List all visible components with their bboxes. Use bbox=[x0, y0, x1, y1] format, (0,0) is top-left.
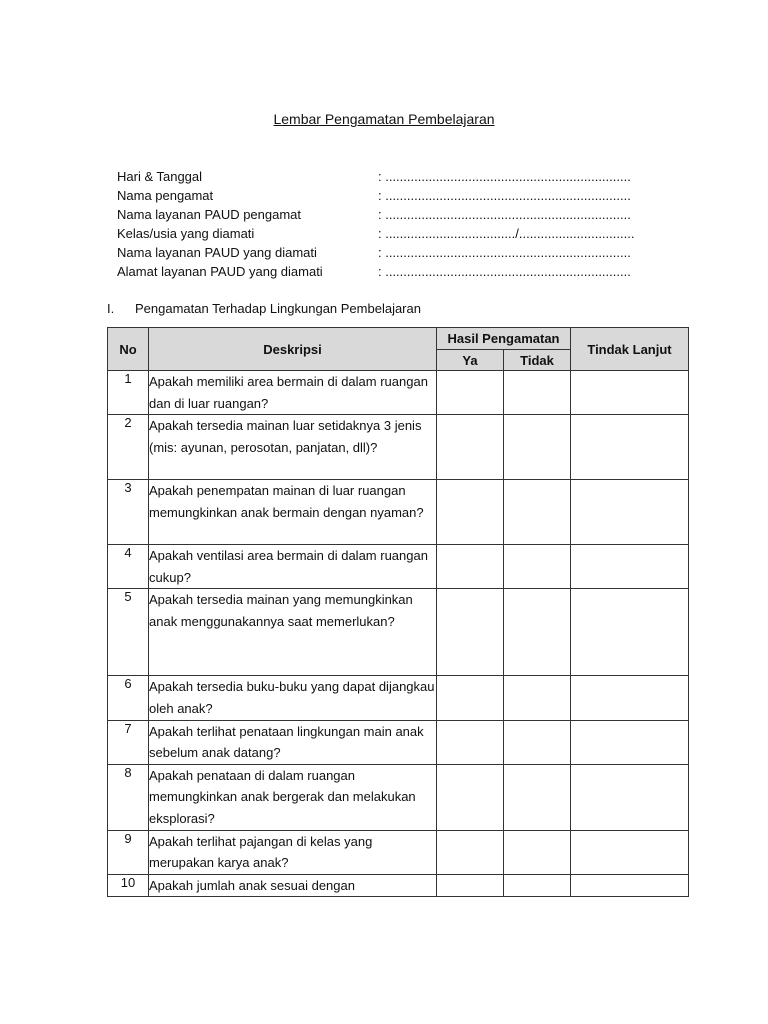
header-yes: Ya bbox=[437, 350, 504, 371]
table-row bbox=[108, 589, 689, 676]
yes-cell[interactable] bbox=[437, 589, 504, 676]
follow-up-cell[interactable] bbox=[571, 764, 689, 830]
header-description: Deskripsi bbox=[149, 328, 437, 371]
yes-cell[interactable] bbox=[437, 874, 504, 897]
info-row-observed-service bbox=[117, 243, 657, 262]
section-number: I. bbox=[107, 301, 115, 316]
table-row bbox=[108, 874, 689, 897]
yes-cell[interactable] bbox=[437, 480, 504, 545]
table-row bbox=[108, 764, 689, 830]
page-title: Lembar Pengamatan Pembelajaran bbox=[273, 111, 495, 127]
no-answer-cell[interactable] bbox=[504, 874, 571, 897]
info-value: : .................................................................... bbox=[378, 264, 631, 279]
follow-up-cell[interactable] bbox=[571, 589, 689, 676]
table-row bbox=[108, 545, 689, 589]
follow-up-cell[interactable] bbox=[571, 371, 689, 415]
row-number: 6 bbox=[108, 676, 149, 720]
section-title: Pengamatan Terhadap Lingkungan Pembelajaran bbox=[135, 301, 421, 316]
info-row-class-age bbox=[117, 224, 657, 243]
row-description: Apakah ventilasi area bermain di dalam ruangan cukup? bbox=[149, 545, 437, 589]
no-answer-cell[interactable] bbox=[504, 545, 571, 589]
info-block bbox=[117, 167, 657, 281]
follow-up-cell[interactable] bbox=[571, 415, 689, 480]
header-result: Hasil Pengamatan bbox=[437, 328, 571, 350]
row-description: Apakah terlihat pajangan di kelas yang merupakan karya anak? bbox=[149, 830, 437, 874]
info-row-observer-name bbox=[117, 186, 657, 205]
row-description: Apakah tersedia buku-buku yang dapat dijangkau oleh anak? bbox=[149, 676, 437, 720]
row-number: 7 bbox=[108, 720, 149, 764]
section-heading bbox=[107, 300, 421, 318]
info-value: : .................................................................... bbox=[378, 188, 631, 203]
yes-cell[interactable] bbox=[437, 720, 504, 764]
yes-cell[interactable] bbox=[437, 764, 504, 830]
follow-up-cell[interactable] bbox=[571, 545, 689, 589]
info-row-observer-service bbox=[117, 205, 657, 224]
info-row-day-date bbox=[117, 167, 657, 186]
table-row bbox=[108, 415, 689, 480]
no-answer-cell[interactable] bbox=[504, 720, 571, 764]
info-label: Kelas/usia yang diamati bbox=[117, 226, 255, 241]
yes-cell[interactable] bbox=[437, 830, 504, 874]
row-number: 3 bbox=[108, 480, 149, 545]
no-answer-cell[interactable] bbox=[504, 830, 571, 874]
row-description: Apakah tersedia mainan luar setidaknya 3 jenis (mis: ayunan, perosotan, panjatan, dll)? bbox=[149, 415, 437, 480]
row-description: Apakah terlihat penataan lingkungan main anak sebelum anak datang? bbox=[149, 720, 437, 764]
no-answer-cell[interactable] bbox=[504, 415, 571, 480]
info-label: Nama layanan PAUD pengamat bbox=[117, 207, 302, 222]
info-value: : .................................................................... bbox=[378, 207, 631, 222]
header-no: No bbox=[108, 328, 149, 371]
header-follow-up: Tindak Lanjut bbox=[571, 328, 689, 371]
header-no-answer: Tidak bbox=[504, 350, 571, 371]
row-description: Apakah memiliki area bermain di dalam ruangan dan di luar ruangan? bbox=[149, 371, 437, 415]
follow-up-cell[interactable] bbox=[571, 720, 689, 764]
table-row bbox=[108, 480, 689, 545]
row-number: 9 bbox=[108, 830, 149, 874]
row-number: 4 bbox=[108, 545, 149, 589]
row-description: Apakah penataan di dalam ruangan memungkinkan anak bergerak dan melakukan eksplorasi? bbox=[149, 764, 437, 830]
yes-cell[interactable] bbox=[437, 415, 504, 480]
no-answer-cell[interactable] bbox=[504, 764, 571, 830]
yes-cell[interactable] bbox=[437, 676, 504, 720]
row-description: Apakah jumlah anak sesuai dengan bbox=[149, 874, 437, 897]
row-description: Apakah tersedia mainan yang memungkinkan anak menggunakannya saat memerlukan? bbox=[149, 589, 437, 676]
row-number: 5 bbox=[108, 589, 149, 676]
table-row bbox=[108, 371, 689, 415]
info-label: Hari & Tanggal bbox=[117, 169, 203, 184]
follow-up-cell[interactable] bbox=[571, 830, 689, 874]
row-description: Apakah penempatan mainan di luar ruangan memungkinkan anak bermain dengan nyaman? bbox=[149, 480, 437, 545]
follow-up-cell[interactable] bbox=[571, 676, 689, 720]
info-value: : .................................................................... bbox=[378, 169, 631, 184]
info-label: Nama layanan PAUD yang diamati bbox=[117, 245, 317, 260]
yes-cell[interactable] bbox=[437, 371, 504, 415]
yes-cell[interactable] bbox=[437, 545, 504, 589]
table-row bbox=[108, 720, 689, 764]
row-number: 2 bbox=[108, 415, 149, 480]
info-label: Alamat layanan PAUD yang diamati bbox=[117, 264, 323, 279]
info-value: : .................................................................... bbox=[378, 245, 631, 260]
info-value: : ..................................../................................ bbox=[378, 226, 635, 241]
info-label: Nama pengamat bbox=[117, 188, 214, 203]
follow-up-cell[interactable] bbox=[571, 480, 689, 545]
row-number: 10 bbox=[108, 874, 149, 897]
no-answer-cell[interactable] bbox=[504, 480, 571, 545]
table-row bbox=[108, 830, 689, 874]
follow-up-cell[interactable] bbox=[571, 874, 689, 897]
no-answer-cell[interactable] bbox=[504, 676, 571, 720]
row-number: 8 bbox=[108, 764, 149, 830]
row-number: 1 bbox=[108, 371, 149, 415]
no-answer-cell[interactable] bbox=[504, 371, 571, 415]
no-answer-cell[interactable] bbox=[504, 589, 571, 676]
info-row-observed-address bbox=[117, 262, 657, 281]
table-row bbox=[108, 676, 689, 720]
observation-table bbox=[107, 327, 689, 897]
